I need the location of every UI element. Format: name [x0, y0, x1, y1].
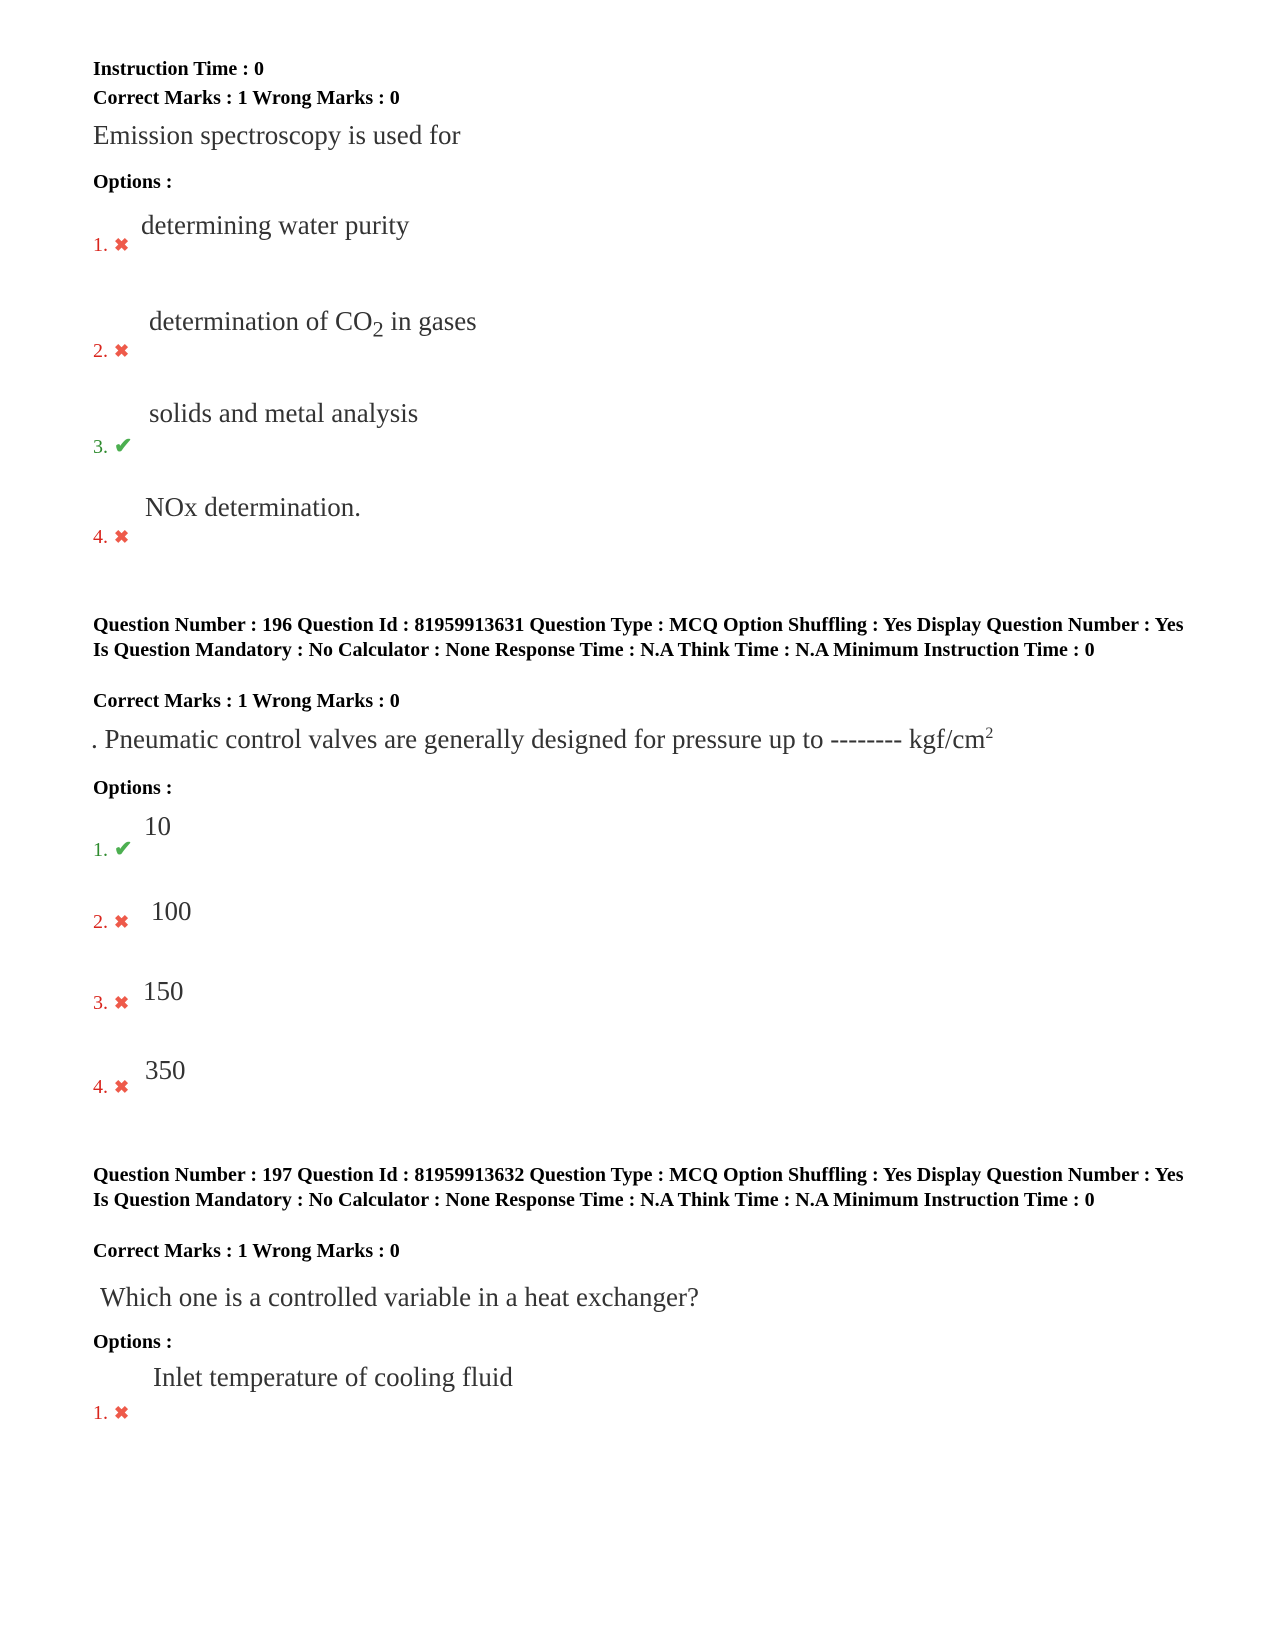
- question-text: Which one is a controlled variable in a heat exchanger?: [100, 1282, 699, 1312]
- option-number: 3. ✖: [93, 992, 130, 1014]
- option-text: Inlet temperature of cooling fluid: [153, 1362, 513, 1392]
- option-text: solids and metal analysis: [149, 398, 419, 428]
- option-text: determining water purity: [141, 210, 410, 240]
- option-text: determination of $CO_2$ in gases: [149, 306, 477, 342]
- question-meta: Question Number : 197 Question Id : 81959913632 Question Type : MCQ Option Shuffling : Yes Display Question Number : Yes Is Question Mandatory : No Calculator : None Response Time : N.A Think Time : N.A Minimum Instruction Time : 0: [93, 1164, 1184, 1211]
- question-text: Emission spectroscopy is used for: [93, 120, 461, 150]
- marks-line: Correct Marks : 1 Wrong Marks : 0: [93, 87, 400, 109]
- cross-icon: ✖: [114, 527, 130, 547]
- option-number: 4. ✖: [93, 1076, 130, 1098]
- cross-icon: ✖: [114, 1403, 130, 1423]
- option-text: 150: [143, 976, 184, 1006]
- check-icon: ✔: [114, 433, 133, 458]
- option-number: 1. ✖: [93, 1402, 130, 1424]
- marks-line: Correct Marks : 1 Wrong Marks : 0: [93, 690, 400, 712]
- cross-icon: ✖: [114, 1077, 130, 1097]
- option-number: 2. ✖: [93, 340, 130, 362]
- option-number: 1. ✔: [93, 836, 133, 861]
- question-meta: Question Number : 196 Question Id : 81959913631 Question Type : MCQ Option Shuffling : Yes Display Question Number : Yes Is Question Mandatory : No Calculator : None Response Time : N.A Think Time : N.A Minimum Instruction Time : 0: [93, 614, 1184, 661]
- option-number: 3. ✔: [93, 433, 133, 458]
- question-text: . Pneumatic control valves are generally designed for pressure up to -------- kgf/$cm^2$: [91, 724, 994, 754]
- cross-icon: ✖: [114, 912, 130, 932]
- options-label: Options :: [93, 1331, 173, 1353]
- instruction-time: Instruction Time : 0: [93, 58, 264, 80]
- cross-icon: ✖: [114, 993, 130, 1013]
- marks-line: Correct Marks : 1 Wrong Marks : 0: [93, 1240, 400, 1262]
- option-number: 2. ✖: [93, 911, 130, 933]
- option-number: 4. ✖: [93, 526, 130, 548]
- options-label: Options :: [93, 171, 173, 193]
- option-text: NOx determination.: [145, 492, 361, 522]
- options-label: Options :: [93, 777, 173, 799]
- option-text: 10: [144, 811, 171, 841]
- option-text: 350: [145, 1055, 186, 1085]
- option-number: 1. ✖: [93, 234, 130, 256]
- cross-icon: ✖: [114, 235, 130, 255]
- option-text: 100: [151, 896, 192, 926]
- cross-icon: ✖: [114, 341, 130, 361]
- check-icon: ✔: [114, 836, 133, 861]
